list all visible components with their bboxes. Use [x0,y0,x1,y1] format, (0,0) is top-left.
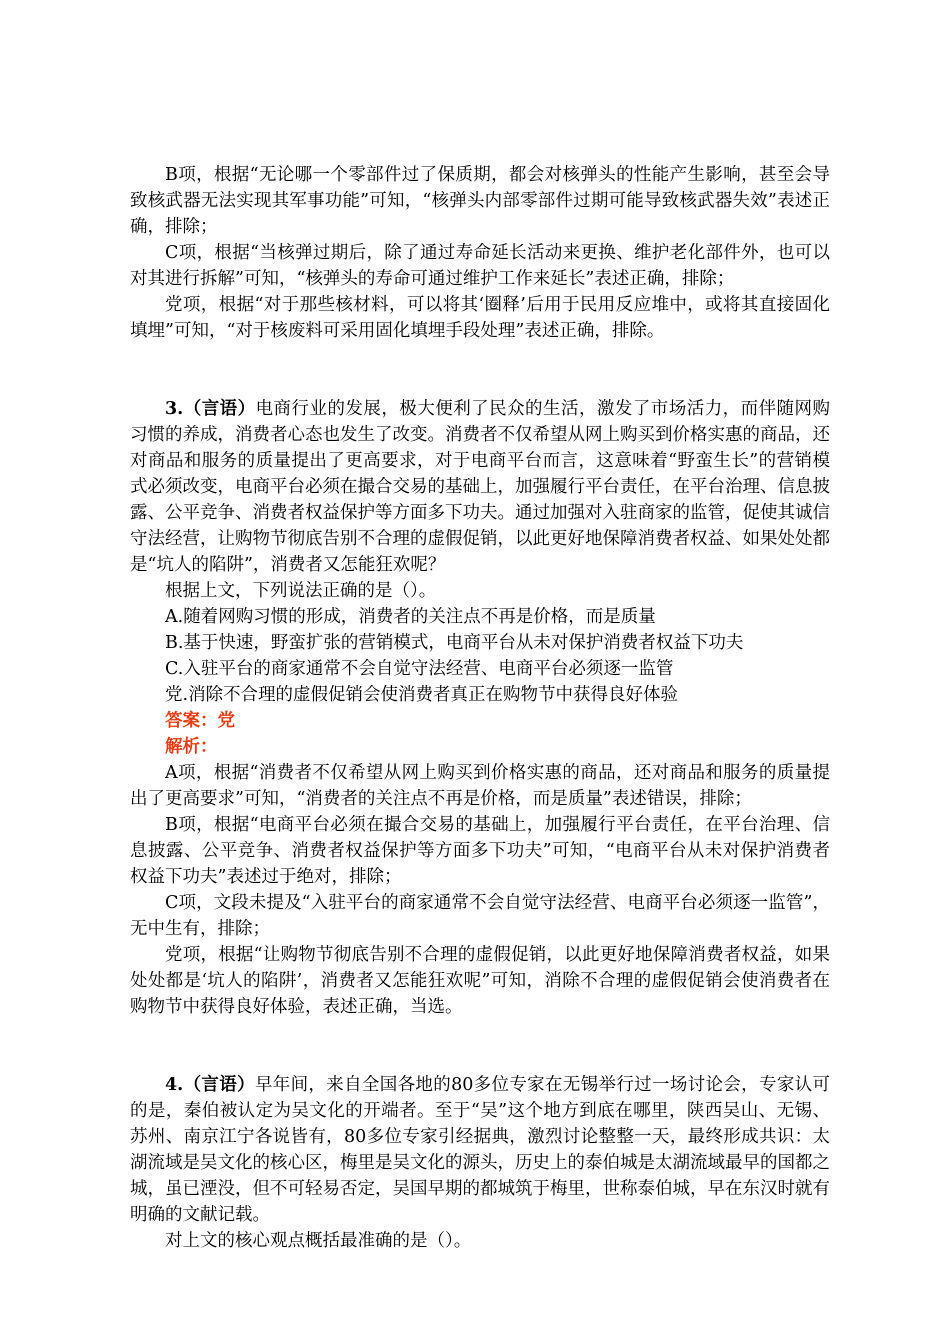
q3-stem: 电商行业的发展，极大便利了民众的生活，激发了市场活力，而伴随网购习惯的养成，消费者心态也发生了改变。消费者不仅希望从网上购买到价格实惠的商品，还对商品和服务的质量提出了更高要求，对于电商平台而言，这意味着“野蛮生长”的营销模式必须改变，电商平台必须在撮合交易的基础上，加强履行平台责任，在平台治理、信息披露、公平竞争、消费者权益保护等方面多下功夫。通过加强对入驻商家的监管，促使其诚信守法经营，让购物节彻底告别不合理的虚假促销，以此更好地保障消费者权益、如果处处都是“坑人的陷阱”，消费者又怎能狂欢呢？ [130,399,830,575]
q3-analysis-label: 解析： [165,737,218,757]
prev-analysis-d: 党项，根据“对于那些核材料，可以将其‘圈释’后用于民用反应堆中，或将其直接固化填埋”可知，“对于核废料可采用固化填埋手段处理”表述正确，排除。 [130,295,830,341]
q4-question: 对上文的核心观点概括最准确的是（）。 [165,1231,472,1251]
q3-option-c: C.入驻平台的商家通常不会自觉守法经营、电商平台必须逐一监管 [165,659,674,679]
q3-analysis-a: A项，根据“消费者不仅希望从网上购买到价格实惠的商品，还对商品和服务的质量提出了更高要求”可知，“消费者的关注点不再是价格，而是质量”表述错误，排除； [130,763,830,809]
q3-question: 根据上文，下列说法正确的是（）。 [165,581,437,601]
q3-option-d: 党.消除不合理的虚假促销会使消费者真正在购物节中获得良好体验 [165,685,679,705]
q3-stem-paragraph [130,396,830,578]
q4-stem-paragraph [130,1072,830,1228]
q3-option-a: A.随着网购习惯的形成，消费者的关注点不再是价格，而是质量 [165,607,656,627]
prev-analysis-c: C项，根据“当核弹过期后，除了通过寿命延长活动来更换、维护老化部件外，也可以对其进行拆解”可知，“核弹头的寿命可通过维护工作来延长”表述正确，排除； [130,243,830,289]
q3-analysis-c: C项，文段未提及“入驻平台的商家通常不会自觉守法经营、电商平台必须逐一监管”，无中生有，排除； [130,893,830,939]
q3-analysis-b: B项，根据“电商平台必须在撮合交易的基础上，加强履行平台责任，在平台治理、信息披露、公平竞争、消费者权益保护等方面多下功夫”可知，“电商平台从未对保护消费者权益下功夫”表述过于绝对，排除； [130,815,830,887]
spacer [130,1020,830,1072]
q3-answer: 答案：党 [165,711,235,731]
q3-analysis-d: 党项，根据“让购物节彻底告别不合理的虚假促销，以此更好地保障消费者权益，如果处处都是‘坑人的陷阱’，消费者又怎能狂欢呢”可知，消除不合理的虚假促销会使消费者在购物节中获得良好体验，表述正确，当选。 [130,945,830,1017]
q4-stem: 早年间，来自全国各地的80多位专家在无锡举行过一场讨论会，专家认可的是，秦伯被认定为吴文化的开端者。至于“吴”这个地方到底在哪里，陕西吴山、无锡、苏州、南京江宁各说皆有，80多位专家引经据典，激烈讨论整整一天，最终形成共识：太湖流域是吴文化的核心区，梅里是吴文化的源头，历史上的泰伯城是太湖流域最早的国都之城，虽已湮没，但不可轻易否定，吴国早期的都城筑于梅里，世称泰伯城，早在东汉时就有明确的文献记载。 [130,1075,830,1225]
q3-option-b: B.基于快速，野蛮扩张的营销模式，电商平台从未对保护消费者权益下功夫 [165,633,744,653]
spacer [130,344,830,396]
q3-number: 3.（言语） [165,399,256,419]
q4-number: 4.（言语） [165,1075,255,1095]
prev-analysis-b: B项，根据“无论哪一个零部件过了保质期，都会对核弹头的性能产生影响，甚至会导致核武器无法实现其军事功能”可知，“核弹头内部零部件过期可能导致核武器失效”表述正确，排除； [130,165,830,237]
document-page [130,162,830,1254]
